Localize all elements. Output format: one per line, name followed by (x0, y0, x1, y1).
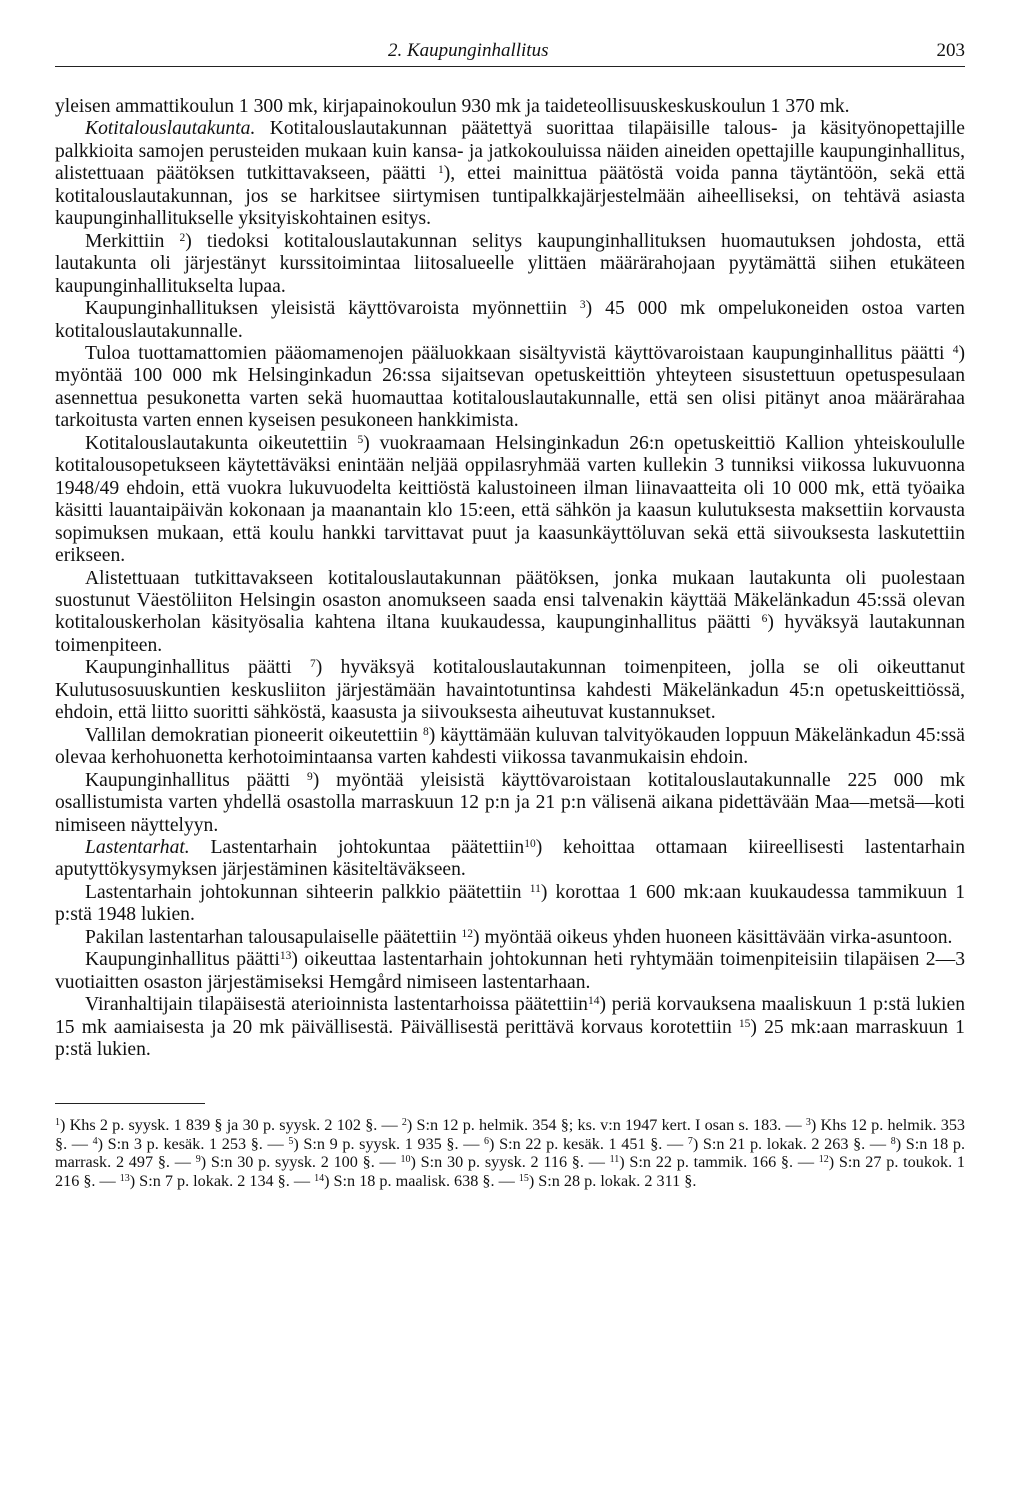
paragraph-text: ) hyväksyä kotitalouslautakunnan toimenpiteen, jolla se oli oikeuttanut Kulutusosuuskuntien keskusliiton järjestämään havaintotuntinsa kahdesti Mäkelänkadun 45:n opetuskeittiössä, ehdoin, että liitto suoritti sähköstä, kaasusta ja siivouksesta aiheutuvat kustannukset. (55, 657, 965, 724)
footnote-ref: 14 (587, 995, 600, 1008)
footnote-number: 3 (805, 1117, 811, 1129)
paragraph (55, 343, 965, 433)
footnote-text: ) S:n 18 p. maalisk. 638 §. — (324, 1171, 519, 1190)
paragraph-text: Kotitalouslautakunta oikeutettiin (85, 432, 358, 454)
paragraph (55, 837, 965, 882)
paragraph-text: yleisen ammattikoulun 1 300 mk, kirjapainokoulun 930 mk ja taideteollisuuskeskuskoulun 1 370 mk. (55, 96, 850, 117)
paragraph-text: ) vuokraamaan Helsinginkadun 26:n opetuskeittiö Kallion yhteiskoululle kotitalousopetukseen käytettäväksi enintään neljää oppilasryhmää varten kullekin 3 tunniksi viikossa lukuvuonna 1948/49 ehdoin, että vuokra lukuvuodelta keittiöstä kalustoineen ilman liinavaatteita oli 10 000 mk, että työaika käsitti lauantaipäivän kokonaan ja maanantain klo 15:een, että sähkön ja kaasun kulutuksesta maksettiin korvausta sopimuksen mukaan, että koulu hankki tarvittavat puut ja kaasunkäyttöluvan sekä että siivouksesta laskutettiin erikseen. (55, 432, 965, 567)
footnote-text: ) S:n 21 p. lokak. 2 263 §. — (692, 1134, 891, 1153)
footnote-number: 7 (687, 1135, 693, 1147)
footnote (120, 1172, 314, 1190)
footnote-text: ) S:n 12 p. helmik. 354 §; ks. v:n 1947 kert. I osan s. 183. — (406, 1116, 806, 1135)
paragraph-text: Kaupunginhallituksen yleisistä käyttövaroista myönnettiin (85, 298, 580, 320)
footnote-ref: 4 (952, 343, 959, 356)
footnote-number: 6 (484, 1135, 490, 1147)
footnote-text: ) Khs 12 p. helmik. 353 §. — (55, 1116, 966, 1153)
footnote-number: 15 (518, 1172, 529, 1184)
paragraph-text: Pakilan lastentarhan talousapulaiselle päätettiin (85, 926, 462, 948)
paragraph (55, 725, 965, 770)
paragraph-text: Kaupunginhallitus päätti (85, 949, 280, 971)
footnote-number: 2 (401, 1117, 407, 1129)
footnote-number: 1 (55, 1117, 60, 1129)
paragraph (55, 927, 965, 949)
paragraph-text: Viranhaltijain tilapäisestä aterioinnista lastentarhoissa päätettiin (85, 994, 588, 1016)
section-heading-lastentarhat: Lastentarhat. (85, 836, 190, 858)
document-page (55, 40, 965, 1190)
paragraph-text: Tuloa tuottamattomien pääomamenojen pääluokkaan sisältyvistä käyttövaroistaan kaupunginhallitus päätti (85, 342, 953, 364)
footnote-ref: 6 (761, 613, 768, 626)
footnote (196, 1153, 401, 1171)
footnote (484, 1135, 688, 1153)
chapter-title: 2. Kaupunginhallitus (388, 40, 549, 61)
paragraph-text: Kaupunginhallitus päätti (85, 657, 310, 679)
paragraph-text: ) myöntää yleisistä käyttövaroistaan kotitalouslautakunnalle 225 000 mk osallistumista varten yhdellä osastolla marraskuun 12 p:n ja 21 p:n välisenä aikana pidettävään Maa—metsä—koti nimiseen näyttelyyn. (55, 769, 965, 836)
footnote-divider (55, 1103, 205, 1104)
footnote-ref: 2 (179, 231, 186, 244)
paragraph-text: ) periä korvauksena maaliskuun 1 p:stä lukien 15 mk aamiaisesta ja 20 mk päivällisestä. Päivällisestä perittävä korvaus korotettiin (55, 994, 965, 1038)
footnote-number: 11 (609, 1154, 620, 1166)
footnote (688, 1135, 891, 1153)
paragraph-text: Alistettuaan tutkittavakseen kotitalouslautakunnan päätöksen, jonka mukaan lautakunta oli puolestaan suostunut Väestöliiton Helsingin osaston anomukseen saada ensi talvenakin käyttää Mäkelänkadun 45:ssä olevan kotitalouskerholan käsityösalia kahtena iltana kuukaudessa, kaupunginhallitus päätti (55, 567, 965, 634)
footnote-text: ) Khs 2 p. syysk. 1 839 § ja 30 p. syysk. 2 102 §. — (60, 1116, 402, 1135)
footnotes (55, 1116, 965, 1190)
footnote-number: 8 (890, 1135, 896, 1147)
paragraph-text: ) myöntää oikeus yhden huoneen käsittävään virka-asuntoon. (473, 926, 953, 948)
paragraph-text: ) hyväksyä lautakunnan toimenpiteen. (55, 612, 965, 656)
footnote (519, 1172, 697, 1190)
running-header (55, 40, 965, 67)
paragraph-text: ) kehoittaa ottamaan kiireellisesti lastentarhain aputyttökysymyksen järjestäminen käsiteltäväkseen. (55, 836, 965, 881)
footnote-text: ) S:n 3 p. kesäk. 1 253 §. — (97, 1134, 289, 1153)
footnote (400, 1153, 609, 1171)
footnote (55, 1116, 402, 1134)
paragraph-text: ) 45 000 mk ompelukoneiden ostoa varten kotitalouslautakunnalle. (55, 298, 965, 342)
footnote-number: 14 (314, 1172, 325, 1184)
footnote-ref: 13 (279, 950, 292, 963)
footnote-text: ) S:n 18 p. marrask. 2 497 §. — (55, 1134, 965, 1172)
footnote-ref: 7 (310, 658, 316, 671)
paragraph-text: Merkittiin (85, 230, 180, 252)
footnote-text: ) S:n 22 p. tammik. 166 §. — (619, 1153, 819, 1172)
paragraph (55, 433, 965, 568)
footnote-number: 4 (92, 1135, 98, 1147)
footnote-ref: 11 (529, 882, 541, 895)
paragraph-text: Lastentarhain johtokunnan sihteerin palkkio päätettiin (85, 881, 530, 903)
body-text (55, 96, 965, 1061)
paragraph-text: ) korottaa 1 600 mk:aan kuukaudessa tammikuun 1 p:stä 1948 lukien. (55, 881, 965, 926)
footnote (314, 1172, 519, 1190)
paragraph-text: Kotitalouslautakunnan päätettyä suorittaa tilapäisille talous- ja käsityönopettajille palkkioita samojen perusteiden mukaan kuin kansa- ja jatkokouluissa näiden aineiden opettajille kaupunginhallitus, alistettuaan päätöksen tutkittavakseen, päätti (55, 118, 965, 185)
footnote (610, 1153, 819, 1171)
paragraph (55, 882, 965, 927)
footnote-ref: 1 (438, 164, 444, 177)
footnote-ref: 9 (306, 770, 313, 783)
paragraph-text: ) tiedoksi kotitalouslautakunnan selitys kaupunginhallituksen huomautuksen johdosta, että lautakunta oli järjestänyt kurssitoimintaa liitosalueelle ylittäen määrärahojaan pyytämättä siihen etukäteen kaupunginhallitukselta lupaa. (55, 230, 965, 297)
footnote-number: 12 (818, 1154, 829, 1166)
paragraph-text: ), ettei mainittua päätöstä voida panna täytäntöön, sekä että kotitalouslautakunnan, jos se harkitsee siirtymisen tuntipalkkajärjestelmään aiheelliseksi, on tehtävä asiasta kaupunginhallitukselle yksityiskohtainen esitys. (55, 163, 965, 230)
paragraph (55, 231, 965, 298)
paragraph-text: Lastentarhain johtokuntaa päätettiin (189, 836, 525, 858)
footnote-text: ) S:n 30 p. syysk. 2 116 §. — (410, 1153, 610, 1172)
page-number: 203 (936, 40, 965, 61)
footnote-text: ) S:n 9 p. syysk. 1 935 §. — (293, 1134, 485, 1153)
footnote-number: 13 (119, 1172, 130, 1184)
paragraph-text: ) myöntää 100 000 mk Helsinginkadun 26:ssa sijaitsevan opetuskeittiön yhteyteen sisustettuun opetuspesulaan asennettua pesukonetta varten sekä huomauttaa kotitalouslautakunnalle, että sen olisi pitänyt anoa määrärahaa tarkoitusta varten ennen kyseisen pesukoneen hankkimista. (55, 342, 965, 432)
paragraph (55, 298, 965, 343)
footnote-ref: 12 (461, 927, 474, 940)
section-heading-kotitalouslautakunta: Kotitalouslautakunta. (85, 118, 256, 140)
footnote-ref: 15 (738, 1017, 751, 1030)
footnote-ref: 8 (422, 725, 429, 738)
footnote-text: ) S:n 22 p. kesäk. 1 451 §. — (489, 1134, 688, 1153)
paragraph-text: ) oikeuttaa lastentarhain johtokunnan heti ryhtymään toimenpiteisiin tilapäisen 2—3 vuotiaitten osaston järjestämiseksi Hemgård nimiseen lastentarhaan. (55, 949, 965, 993)
paragraph-text: Vallilan demokratian pioneerit oikeutettiin (85, 724, 423, 746)
footnote (288, 1135, 484, 1153)
footnote-ref: 5 (357, 433, 364, 446)
footnote-number: 5 (288, 1135, 294, 1147)
paragraph (55, 770, 965, 837)
paragraph-text: ) käyttämään kuluvan talvityökauden loppuun Mäkelänkadun 45:ssä olevaa kerhohuonetta kerhotoimintaansa varten kahdesti viikossa tavanmukaisin ehdoin. (55, 724, 965, 769)
paragraph (55, 657, 965, 724)
footnote-ref: 10 (524, 837, 536, 850)
footnote (93, 1135, 289, 1153)
footnote-number: 10 (400, 1154, 411, 1166)
footnote (402, 1116, 806, 1134)
footnote-text: ) S:n 7 p. lokak. 2 134 §. — (129, 1171, 315, 1190)
footnote-text: ) S:n 28 p. lokak. 2 311 §. (528, 1171, 697, 1190)
footnote-number: 9 (195, 1154, 201, 1166)
paragraph (55, 568, 965, 658)
footnote-text: ) S:n 30 p. syysk. 2 100 §. — (200, 1153, 401, 1172)
footnote-text: ) S:n 27 p. toukok. 1 216 §. — (55, 1153, 965, 1190)
paragraph (55, 96, 965, 118)
paragraph (55, 994, 965, 1061)
paragraph-text: ) 25 mk:aan marraskuun 1 p:stä lukien. (55, 1016, 965, 1061)
footnote-ref: 3 (579, 299, 586, 312)
paragraph (55, 949, 965, 994)
paragraph-text: Kaupunginhallitus päätti (85, 769, 307, 791)
paragraph (55, 118, 965, 230)
